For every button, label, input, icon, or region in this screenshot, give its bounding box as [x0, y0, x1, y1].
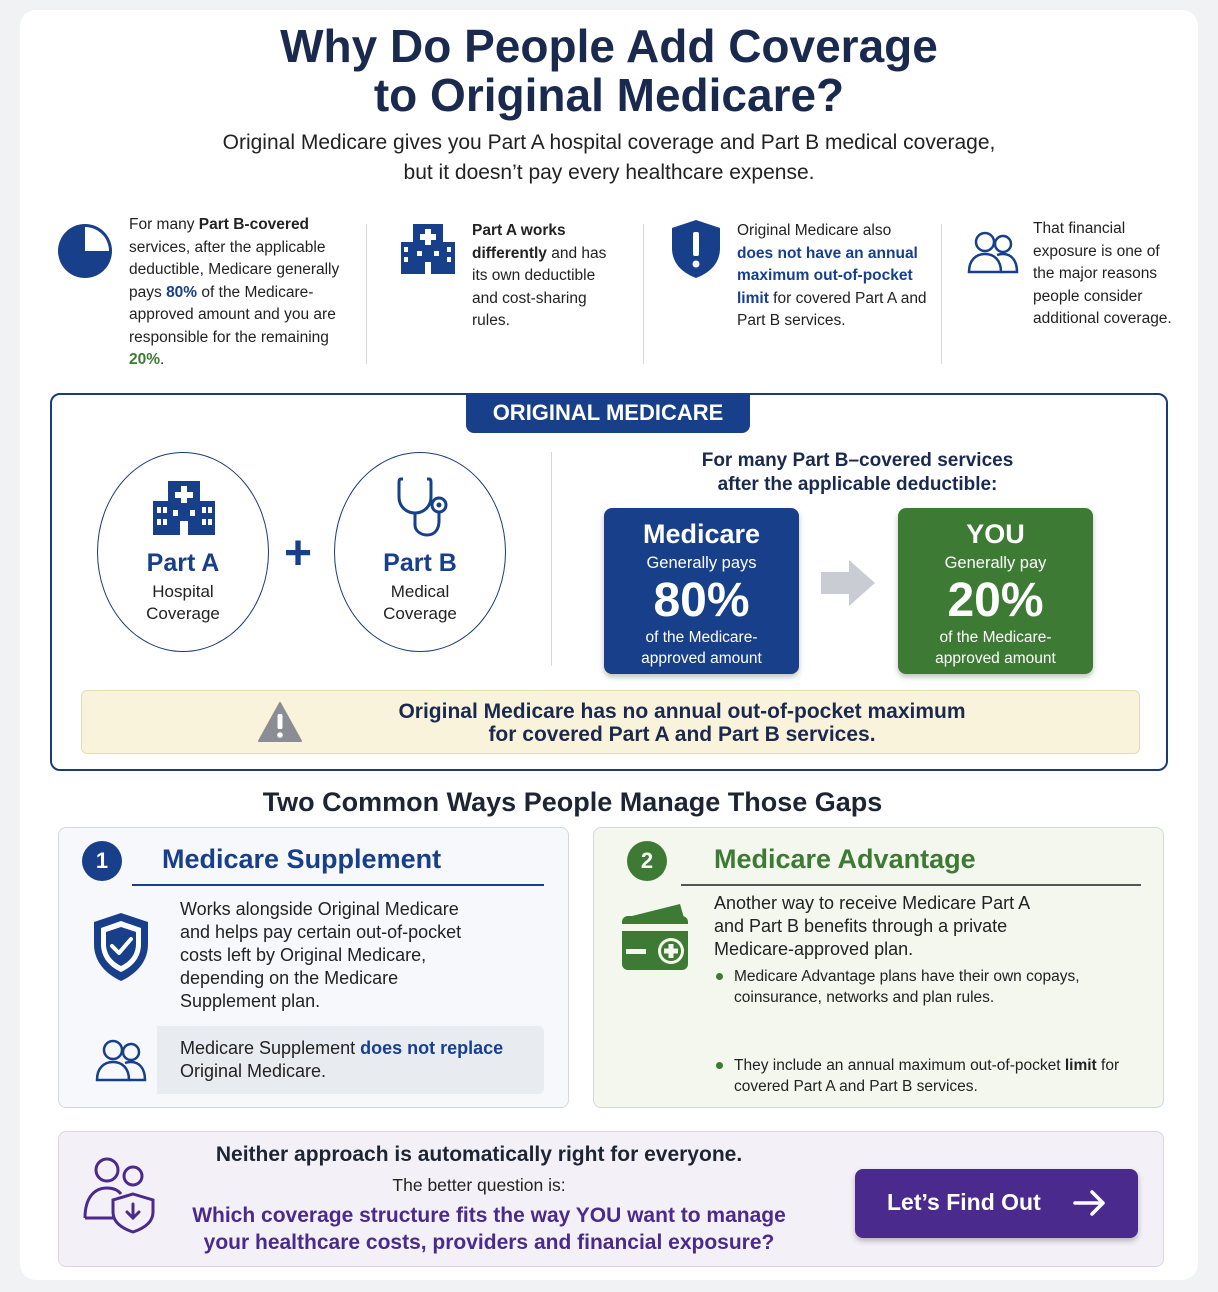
divider: [941, 224, 942, 364]
page-title-line2: to Original Medicare?: [373, 69, 845, 121]
supplement-note: [83, 1026, 544, 1094]
advantage-bullet: They include an annual maximum out-of-pocket limit for covered Part A and Part B services.: [714, 1055, 1144, 1097]
part-a-line2: Coverage: [146, 604, 220, 623]
medicare-pays-box: [604, 508, 799, 674]
title-rule: [681, 884, 1141, 886]
medicare-box-desc1: of the Medicare-: [645, 629, 758, 646]
option-number-2: 2: [627, 841, 667, 881]
arrow-right-icon: [1073, 1189, 1107, 1217]
people-icon: [95, 1036, 147, 1084]
lets-find-out-button[interactable]: [855, 1169, 1138, 1238]
stat-part-a: Part A works differently and has its own deductible and cost-sharing rules.: [472, 222, 607, 329]
part-b-line2: Coverage: [383, 604, 457, 623]
advantage-title: Medicare Advantage: [714, 844, 976, 874]
option-number-1: 1: [82, 841, 122, 881]
stat-part-b-payment: For many Part B-covered services, after the applicable deductible, Medicare generally pays 80% of the Medicare-approved amount and you are responsible for the remaining 20%.: [129, 216, 340, 368]
pie-chart-icon: [56, 222, 114, 280]
card-health-icon: [618, 902, 692, 972]
you-box-percent: 20%: [947, 574, 1044, 627]
gaps-section-title: Two Common Ways People Manage Those Gaps: [262, 787, 883, 817]
advantage-bullet: Medicare Advantage plans have their own copays, coinsurance, networks and plan rules.: [714, 966, 1144, 1008]
you-box-title: YOU: [966, 519, 1025, 549]
stat-no-max: Original Medicare also does not have an annual maximum out-of-pocket limit for covered Part A and Part B services.: [737, 222, 927, 329]
hospital-icon: [151, 477, 217, 537]
plus-sign: +: [284, 527, 313, 580]
shield-alert-icon: [670, 218, 722, 280]
part-a-title: Part A: [146, 549, 220, 577]
shield-check-icon: [91, 910, 151, 984]
medicare-box-desc2: approved amount: [641, 650, 762, 667]
supplement-description: Works alongside Original Medicare and helps pay certain out-of-pocket costs left by Original Medicare, depending on the Medicare Supplement plan.: [180, 899, 462, 1011]
part-b-oval: [334, 452, 506, 652]
subtitle-line1: Original Medicare gives you Part A hospital coverage and Part B medical coverage,: [222, 131, 996, 154]
people-icon: [967, 228, 1019, 276]
page-title-line1: Why Do People Add Coverage: [280, 20, 938, 72]
hospital-icon: [399, 220, 457, 276]
original-medicare-tab: ORIGINAL MEDICARE: [466, 393, 750, 433]
warning-text: Original Medicare has no annual out-of-pocket maximum for covered Part A and Part B services.: [398, 700, 966, 746]
stethoscope-icon: [395, 475, 451, 539]
part-b-line1: Medical: [390, 582, 450, 601]
title-rule: [132, 884, 544, 886]
you-pay-box: [898, 508, 1093, 674]
cta-label: Let’s Find Out: [887, 1189, 1041, 1215]
medicare-box-sub: Generally pays: [646, 554, 757, 572]
bottom-headline: Neither approach is automatically right for everyone.: [215, 1143, 743, 1166]
divider: [551, 452, 552, 666]
divider: [643, 224, 644, 364]
payment-heading: For many Part B–covered services after the applicable deductible:: [701, 450, 1014, 495]
medicare-advantage-card: [593, 827, 1164, 1108]
stat-exposure: That financial exposure is one of the major reasons people consider additional coverage.: [1033, 220, 1172, 327]
arrow-right-icon: [819, 558, 877, 608]
medicare-supplement-card: [58, 827, 569, 1108]
part-a-line1: Hospital: [152, 582, 214, 601]
part-a-oval: [97, 452, 269, 652]
medicare-box-title: Medicare: [642, 519, 761, 549]
you-box-sub: Generally pay: [944, 554, 1047, 572]
supplement-title: Medicare Supplement: [162, 844, 442, 874]
subtitle-line2: but it doesn’t pay every healthcare expense.: [403, 161, 815, 184]
advantage-description: Another way to receive Medicare Part A and Part B benefits through a private Medicare-approved plan.: [714, 893, 1031, 959]
part-b-title: Part B: [383, 549, 457, 577]
warning-banner: [81, 690, 1140, 754]
bottom-lead: The better question is:: [392, 1175, 566, 1195]
you-box-desc2: approved amount: [935, 650, 1056, 667]
people-shield-icon: [83, 1154, 159, 1234]
you-box-desc1: of the Medicare-: [939, 629, 1052, 646]
medicare-box-percent: 80%: [653, 574, 750, 627]
supplement-note-text: Medicare Supplement does not replace Original Medicare.: [180, 1038, 504, 1081]
bottom-question: Which coverage structure fits the way YOU want to manage your healthcare costs, providers and financial exposure?: [192, 1204, 786, 1254]
divider: [366, 224, 367, 364]
